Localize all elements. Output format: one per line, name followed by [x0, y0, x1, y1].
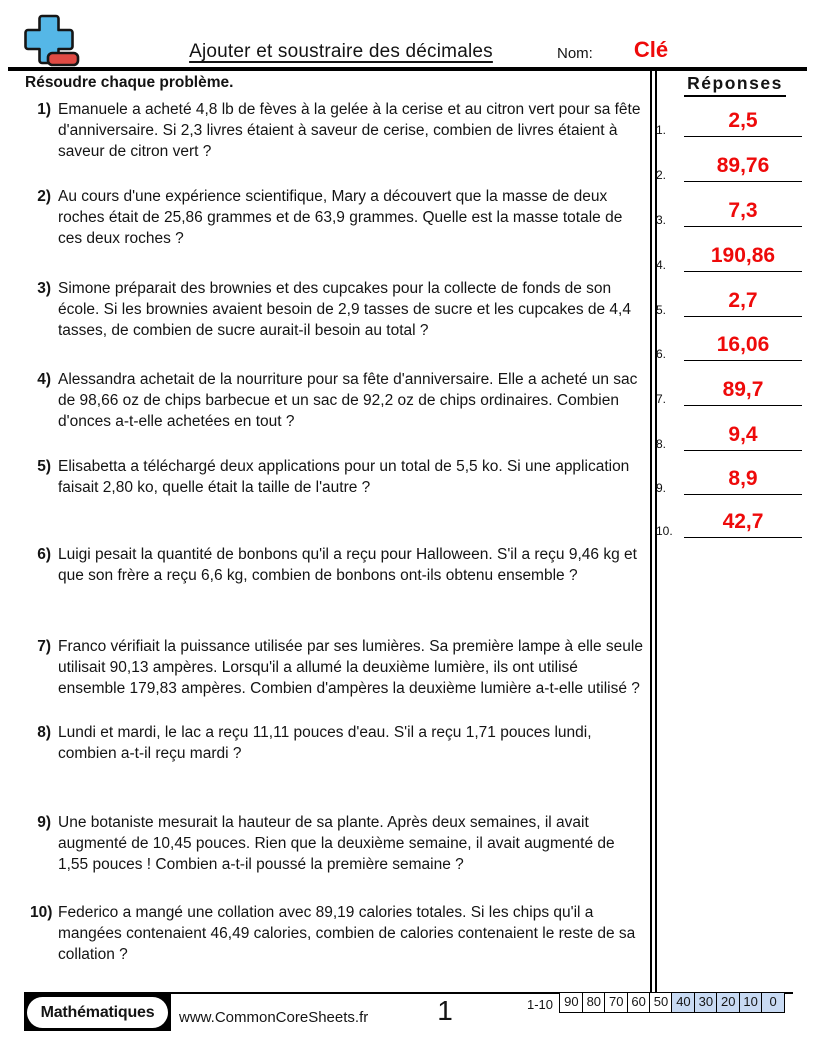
- brand-pill: [27, 997, 168, 1028]
- score-cell: 50: [649, 992, 673, 1013]
- problem-text: Au cours d'une expérience scientifique, Mary a découvert que la masse de deux roches était de 25,86 grammes et de 63,9 grammes. Quelle est la masse totale de ces deux roches ?: [58, 188, 623, 247]
- problem-number: 9): [37, 814, 51, 831]
- answer-line: [684, 181, 802, 182]
- answer-number: 2.: [656, 168, 667, 182]
- answer-row: [656, 199, 802, 227]
- score-range-label: 1-10: [527, 997, 554, 1012]
- problem-item: [30, 636, 646, 699]
- problem-number: 6): [37, 546, 51, 563]
- answer-number: 7.: [656, 392, 667, 406]
- answer-value: 42,7: [722, 510, 764, 533]
- problem-text: Une botaniste mesurait la hauteur de sa plante. Après deux semaines, il avait augmenté de 10,45 pouces. Rien que la deuxième semaine, il avait augmenté de 1,55 pouces ! Combien a-t-il poussé la première semaine ?: [58, 814, 615, 873]
- score-cell: 60: [627, 992, 651, 1013]
- problem-number: 1): [37, 101, 51, 118]
- problem-text: Simone préparait des brownies et des cupcakes pour la collecte de fonds de son école. Si les brownies avaient besoin de 2,9 tasses de sucre et les cupcakes de 4,4 tasses, de combien de sucre aurait-il besoin au total ?: [58, 280, 631, 339]
- answer-line: [684, 450, 802, 451]
- answer-number: 10.: [656, 524, 673, 538]
- brand-badge: [24, 994, 171, 1031]
- page-number: 1: [437, 995, 453, 1026]
- problem-text: Luigi pesait la quantité de bonbons qu'il a reçu pour Halloween. S'il a reçu 9,46 kg et que son frère a reçu 6,6 kg, combien de bonbons ont-ils obtenu ensemble ?: [58, 546, 637, 584]
- problem-item: [30, 902, 646, 965]
- problem-number: 7): [37, 638, 51, 655]
- problem-text: Federico a mangé une collation avec 89,19 calories totales. Si les chips qu'il a mangées contenaient 46,49 calories, combien de calories contenaient le reste de sa collation ?: [58, 904, 636, 963]
- problem-item: [30, 99, 646, 162]
- answer-number: 1.: [656, 123, 667, 137]
- score-cell: 70: [604, 992, 628, 1013]
- score-table: [561, 992, 785, 1013]
- answer-line: [684, 494, 802, 495]
- answer-row: [656, 378, 802, 406]
- answer-value: 89,76: [716, 154, 770, 177]
- problem-text: Lundi et mardi, le lac a reçu 11,11 pouces d'eau. S'il a reçu 1,71 pouces lundi, combien a-t-il reçu mardi ?: [58, 724, 592, 762]
- answer-value: 16,06: [716, 333, 770, 356]
- problem-text: Franco vérifiait la puissance utilisée par ses lumières. Sa première lampe à elle seule utilisait 90,13 ampères. Lorsqu'il a allumé la deuxième lumière, ils ont utilisé ensemble 179,83 ampères. Combien d'ampères la deuxième lumière a-t-elle utilisé ?: [58, 638, 643, 697]
- answer-row: [656, 510, 802, 538]
- problem-number: 10): [30, 904, 53, 921]
- score-cell: 40: [671, 992, 695, 1013]
- score-cell: 30: [694, 992, 718, 1013]
- score-cell: 10: [739, 992, 763, 1013]
- problem-item: [30, 278, 646, 341]
- answers-title: Réponses: [684, 73, 786, 97]
- answer-number: 8.: [656, 437, 667, 451]
- problem-number: 3): [37, 280, 51, 297]
- answer-value: 190,86: [710, 244, 776, 267]
- answer-row: [656, 109, 802, 137]
- answer-line: [684, 316, 802, 317]
- problem-text: Alessandra achetait de la nourriture pour sa fête d'anniversaire. Elle a acheté un sac de 98,66 oz de chips barbecue et un sac de 92,2 oz de chips ordinaires. Combien d'onces a-t-elle achetées en tout ?: [58, 371, 638, 430]
- page-title: Ajouter et soustraire des décimales: [189, 41, 493, 62]
- answer-line: [684, 226, 802, 227]
- header-divider: [8, 67, 807, 71]
- problem-item: [30, 369, 646, 432]
- answer-row: [656, 154, 802, 182]
- problem-item: [30, 812, 646, 875]
- problem-number: 8): [37, 724, 51, 741]
- answer-value: 2,7: [728, 289, 758, 312]
- score-cell: 80: [582, 992, 606, 1013]
- problem-number: 2): [37, 188, 51, 205]
- answer-row: [656, 333, 802, 361]
- answer-line: [684, 360, 802, 361]
- answer-value: 9,4: [728, 423, 758, 446]
- website-link: www.CommonCoreSheets.fr: [179, 1009, 369, 1026]
- answer-value: 7,3: [728, 199, 758, 222]
- problem-text: Emanuele a acheté 4,8 lb de fèves à la gelée à la cerise et au citron vert pour sa fête d'anniversaire. Si 2,3 livres étaient à saveur de cerise, combien de livres étaient à saveur de citron vert ?: [58, 101, 641, 160]
- answer-value: 89,7: [722, 378, 764, 401]
- answer-number: 4.: [656, 258, 667, 272]
- answer-number: 3.: [656, 213, 667, 227]
- answer-line: [684, 405, 802, 406]
- instructions: Résoudre chaque problème.: [25, 74, 234, 91]
- brand-name: Mathématiques: [40, 1003, 155, 1021]
- problem-text: Elisabetta a téléchargé deux applications pour un total de 5,5 ko. Si une application faisait 2,80 ko, quelle était la taille de l'autre ?: [58, 458, 630, 496]
- answer-line: [684, 537, 802, 538]
- answer-row: [656, 289, 802, 317]
- answer-line: [684, 271, 802, 272]
- problem-item: [30, 722, 646, 764]
- answer-number: 9.: [656, 481, 667, 495]
- answer-value: 2,5: [728, 109, 758, 132]
- answer-number: 6.: [656, 347, 667, 361]
- answer-line: [684, 136, 802, 137]
- problem-item: [30, 186, 646, 249]
- score-cell: 0: [761, 992, 785, 1013]
- problem-item: [30, 544, 646, 586]
- plus-minus-icon: [22, 13, 80, 67]
- answer-row: [656, 467, 802, 495]
- answer-row: [656, 423, 802, 451]
- answer-number: 5.: [656, 303, 667, 317]
- answer-value: 8,9: [728, 467, 758, 490]
- score-cell: 20: [716, 992, 740, 1013]
- problem-number: 4): [37, 371, 51, 388]
- problem-item: [30, 456, 646, 498]
- name-value: Clé: [633, 37, 669, 62]
- score-cell: 90: [559, 992, 583, 1013]
- problem-number: 5): [37, 458, 51, 475]
- name-label: Nom:: [557, 45, 593, 62]
- answer-row: [656, 244, 802, 272]
